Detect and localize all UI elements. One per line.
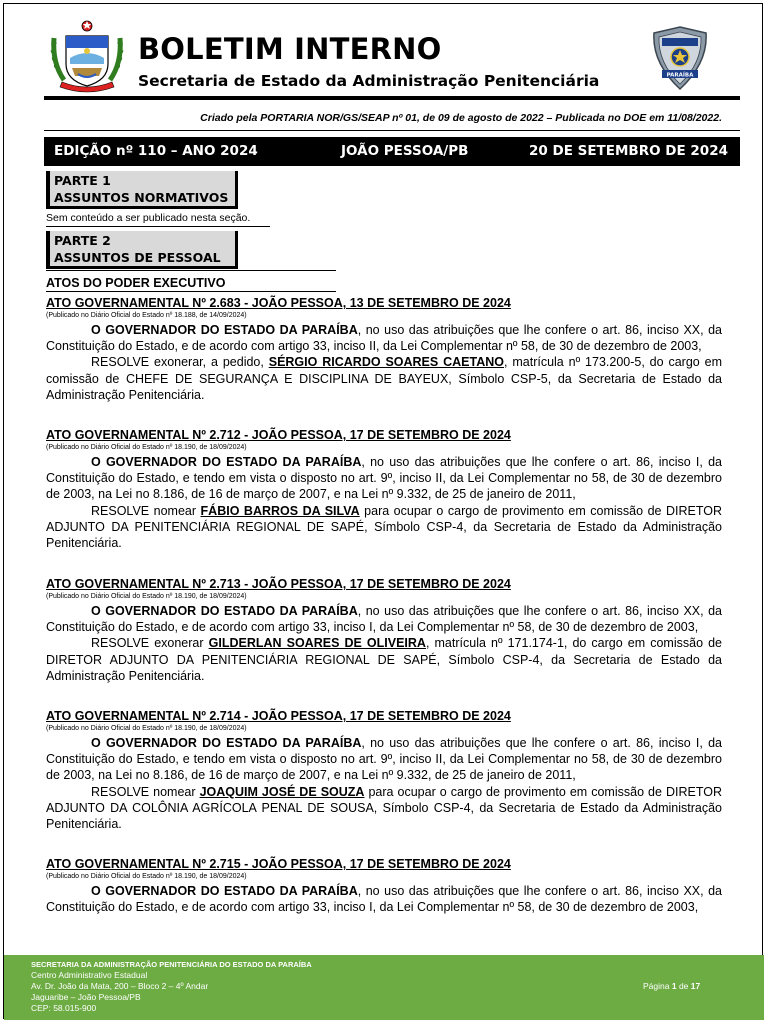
page-indicator: Página 1 de 17 xyxy=(643,981,701,991)
act-resolution: RESOLVE nomear JOAQUIM JOSÉ DE SOUZA para ocupar o cargo de provimento em comissão de DIRETOR ADJUNTO DA COLÔNIA AGRÍCOLA PENAL DE SOUSA, Símbolo CSP-4, da Secretaria de Estado da Administração Penitenciária. xyxy=(46,784,722,832)
act-item xyxy=(46,296,722,403)
header-rule xyxy=(44,96,740,100)
footer-address-line: Centro Administrativo Estadual xyxy=(31,970,148,980)
act-publication: (Publicado no Diário Oficial do Estado nº 18.190, de 18/09/2024) xyxy=(46,593,247,600)
act-item xyxy=(46,577,722,684)
thin-rule xyxy=(44,130,740,131)
bulletin-subtitle: Secretaria de Estado da Administração Penitenciária xyxy=(138,72,600,90)
person-name: JOAQUIM JOSÉ DE SOUZA xyxy=(199,784,365,799)
page-current: 1 xyxy=(671,981,677,991)
governor-label: O GOVERNADOR DO ESTADO DA PARAÍBA xyxy=(91,604,358,618)
act-item xyxy=(46,857,722,915)
bulletin-title: BOLETIM INTERNO xyxy=(138,32,442,66)
footer xyxy=(4,955,764,1020)
part-2-number: PARTE 2 xyxy=(54,233,111,248)
police-penal-badge-icon xyxy=(650,26,710,90)
footer-org: SECRETARIA DA ADMINISTRAÇÃO PENITENCIÁRIA DO ESTADO DA PARAÍBA xyxy=(31,960,312,969)
footer-address-line: Jaguaribe – João Pessoa/PB xyxy=(31,992,141,1002)
act-title: ATO GOVERNAMENTAL Nº 2.713 - JOÃO PESSOA, 17 DE SETEMBRO DE 2024 xyxy=(46,577,511,591)
act-paragraph: O GOVERNADOR DO ESTADO DA PARAÍBA, no uso das atribuições que lhe confere o art. 86, inciso XX, da Constituição do Estado, e de acordo com artigo 33, inciso I, da Lei Complementar nº 58, de 30 de dezembro de 2003, xyxy=(46,604,722,635)
person-name: GILDERLAN SOARES DE OLIVEIRA xyxy=(208,636,426,651)
act-publication: (Publicado no Diário Oficial do Estado nº 18.190, de 18/09/2024) xyxy=(46,725,247,732)
act-paragraph: O GOVERNADOR DO ESTADO DA PARAÍBA, no uso das atribuições que lhe confere o art. 86, inciso I, da Constituição do Estado, e tendo em vista o disposto no art. 9º, inciso II, da Lei Complementar no 58, de 30 de dezembro de 2003, na Lei no 8.186, de 16 de março de 2007, e na Lei nº 9.332, de 25 de janeiro de 2011, xyxy=(46,736,722,783)
creation-note: Criado pela PORTARIA NOR/GS/SEAP nº 01, de 09 de agosto de 2022 – Publicada no DOE em 11/08/2022. xyxy=(200,112,722,124)
part-1-box xyxy=(46,171,238,209)
act-title: ATO GOVERNAMENTAL Nº 2.683 - JOÃO PESSOA, 13 DE SETEMBRO DE 2024 xyxy=(46,296,511,310)
footer-address-line: Av. Dr. João da Mata, 200 – Bloco 2 – 4º Andar xyxy=(31,981,209,991)
paraiba-coat-of-arms-icon xyxy=(48,18,126,94)
act-title: ATO GOVERNAMENTAL Nº 2.715 - JOÃO PESSOA, 17 DE SETEMBRO DE 2024 xyxy=(46,857,511,871)
edition-bar xyxy=(44,137,740,166)
part-1-number: PARTE 1 xyxy=(54,173,111,188)
edition-city: JOÃO PESSOA/PB xyxy=(341,143,469,159)
divider xyxy=(46,291,336,292)
act-item xyxy=(46,428,722,551)
governor-label: O GOVERNADOR DO ESTADO DA PARAÍBA xyxy=(91,884,358,898)
act-title: ATO GOVERNAMENTAL Nº 2.714 - JOÃO PESSOA, 17 DE SETEMBRO DE 2024 xyxy=(46,709,511,723)
part-2-title: ASSUNTOS DE PESSOAL xyxy=(54,250,221,265)
edition-date: 20 DE SETEMBRO DE 2024 xyxy=(529,143,728,159)
governor-label: O GOVERNADOR DO ESTADO DA PARAÍBA xyxy=(91,736,362,750)
divider xyxy=(46,226,270,227)
part-1-note: Sem conteúdo a ser publicado nesta seção. xyxy=(46,212,251,224)
act-resolution: RESOLVE exonerar GILDERLAN SOARES DE OLIVEIRA, matrícula nº 171.174-1, do cargo em comissão de DIRETOR ADJUNTO DA PENITENCIÁRIA REGIONAL DE SAPÉ, Símbolo CSP-4, da Secretaria de Estado da Administração Penitenciária. xyxy=(46,636,722,683)
act-title: ATO GOVERNAMENTAL Nº 2.712 - JOÃO PESSOA, 17 DE SETEMBRO DE 2024 xyxy=(46,428,511,442)
divider xyxy=(46,270,336,271)
person-name: FÁBIO BARROS DA SILVA xyxy=(200,503,360,518)
section-heading: ATOS DO PODER EXECUTIVO xyxy=(46,276,226,290)
part-1-title: ASSUNTOS NORMATIVOS xyxy=(54,190,229,205)
act-publication: (Publicado no Diário Oficial do Estado nº 18.188, de 14/09/2024) xyxy=(46,312,247,319)
act-paragraph: O GOVERNADOR DO ESTADO DA PARAÍBA, no uso das atribuições que lhe confere o art. 86, inciso XX, da Constituição do Estado, e de acordo com artigo 33, inciso I, da Lei Complementar nº 58, de 30 de dezembro de 2003, xyxy=(46,884,722,915)
person-name: SÉRGIO RICARDO SOARES CAETANO xyxy=(268,355,504,370)
act-paragraph: O GOVERNADOR DO ESTADO DA PARAÍBA, no uso das atribuições que lhe confere o art. 86, inciso I, da Constituição do Estado, e tendo em vista o disposto no art. 9º, inciso II, da Lei Complementar no 58, de 30 de dezembro de 2003, na Lei no 8.186, de 16 de março de 2007, e na Lei nº 9.332, de 25 de janeiro de 2011, xyxy=(46,455,722,502)
act-paragraph: O GOVERNADOR DO ESTADO DA PARAÍBA, no uso das atribuições que lhe confere o art. 86, inciso XX, da Constituição do Estado, e de acordo com artigo 33, inciso II, da Lei Complementar nº 58, de 30 de dezembro de 2003, xyxy=(46,323,722,354)
act-resolution: RESOLVE exonerar, a pedido, SÉRGIO RICARDO SOARES CAETANO, matrícula nº 173.200-5, do cargo em comissão de CHEFE DE SEGURANÇA E DISCIPLINA DE BAYEUX, Símbolo CSP-5, da Secretaria de Estado da Administração Penitenciária. xyxy=(46,355,722,402)
act-publication: (Publicado no Diário Oficial do Estado nº 18.190, de 18/09/2024) xyxy=(46,873,247,880)
page-total: 17 xyxy=(690,981,701,991)
badge-caption: PARAÍBA xyxy=(666,72,694,79)
governor-label: O GOVERNADOR DO ESTADO DA PARAÍBA xyxy=(91,455,362,469)
part-2-box xyxy=(46,231,238,269)
footer-address-line: CEP: 58.015-900 xyxy=(31,1003,97,1013)
act-resolution: RESOLVE nomear FÁBIO BARROS DA SILVA para ocupar o cargo de provimento em comissão de DIRETOR ADJUNTO DA PENITENCIÁRIA REGIONAL DE SAPÉ, Símbolo CSP-4, da Secretaria de Estado da Administração Penitenciária. xyxy=(46,503,723,551)
act-item xyxy=(46,709,722,832)
act-publication: (Publicado no Diário Oficial do Estado nº 18.190, de 18/09/2024) xyxy=(46,444,247,451)
edition-number: EDIÇÃO nº 110 – ANO 2024 xyxy=(54,143,258,159)
governor-label: O GOVERNADOR DO ESTADO DA PARAÍBA xyxy=(91,323,358,337)
